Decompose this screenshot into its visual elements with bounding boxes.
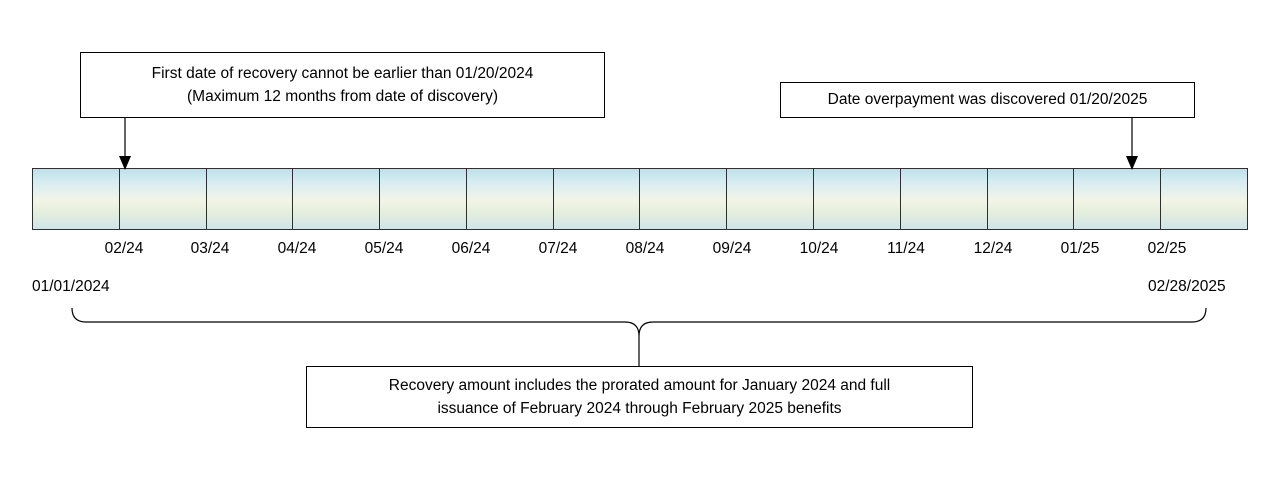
callout-recovery-amount — [306, 366, 973, 428]
month-label-06-24: 06/24 — [451, 240, 491, 257]
timeline-segment — [380, 169, 467, 229]
month-label-02-24: 02/24 — [104, 240, 144, 257]
callout-recovery-line-2: issuance of February 2024 through February 2025 benefits — [437, 400, 842, 417]
arrow-discovery-to-timeline — [1126, 118, 1138, 170]
brace-recovery-span — [72, 308, 1206, 366]
callout-first-date-of-recovery — [80, 52, 605, 118]
month-label-04-24: 04/24 — [277, 240, 317, 257]
timeline-segment — [293, 169, 380, 229]
timeline-segment — [727, 169, 814, 229]
callout-first-date-line-2: (Maximum 12 months from date of discovery) — [187, 88, 498, 105]
timeline-segment — [467, 169, 554, 229]
timeline-band — [32, 168, 1248, 230]
timeline-end-date: 02/28/2025 — [1148, 278, 1226, 295]
callout-recovery-line-1: Recovery amount includes the prorated amount for January 2024 and full — [388, 376, 891, 394]
callout-first-date-line-1: First date of recovery cannot be earlier than 01/20/2024 — [151, 64, 534, 82]
month-label-05-24: 05/24 — [364, 240, 404, 257]
timeline-segment — [120, 169, 207, 229]
month-label-03-24: 03/24 — [190, 240, 230, 257]
timeline-segment — [988, 169, 1075, 229]
month-label-12-24: 12/24 — [973, 240, 1013, 257]
callout-discovery-date — [780, 82, 1195, 118]
month-label-07-24: 07/24 — [538, 240, 578, 257]
arrow-first-date-to-timeline — [119, 118, 131, 170]
timeline-segment — [207, 169, 294, 229]
timeline-segment — [1074, 169, 1161, 229]
timeline-segment — [814, 169, 901, 229]
month-label-01-25: 01/25 — [1060, 240, 1100, 257]
month-label-02-25: 02/25 — [1147, 240, 1187, 257]
month-label-08-24: 08/24 — [625, 240, 665, 257]
timeline-start-date: 01/01/2024 — [32, 278, 110, 295]
month-label-10-24: 10/24 — [799, 240, 839, 257]
timeline-segment — [554, 169, 641, 229]
timeline-segment — [33, 169, 120, 229]
timeline-segment — [901, 169, 988, 229]
callout-discovery-line-1: Date overpayment was discovered 01/20/2025 — [827, 91, 1148, 109]
month-label-09-24: 09/24 — [712, 240, 752, 257]
timeline-segment — [640, 169, 727, 229]
timeline-segment — [1161, 169, 1247, 229]
month-label-11-24: 11/24 — [887, 240, 925, 257]
